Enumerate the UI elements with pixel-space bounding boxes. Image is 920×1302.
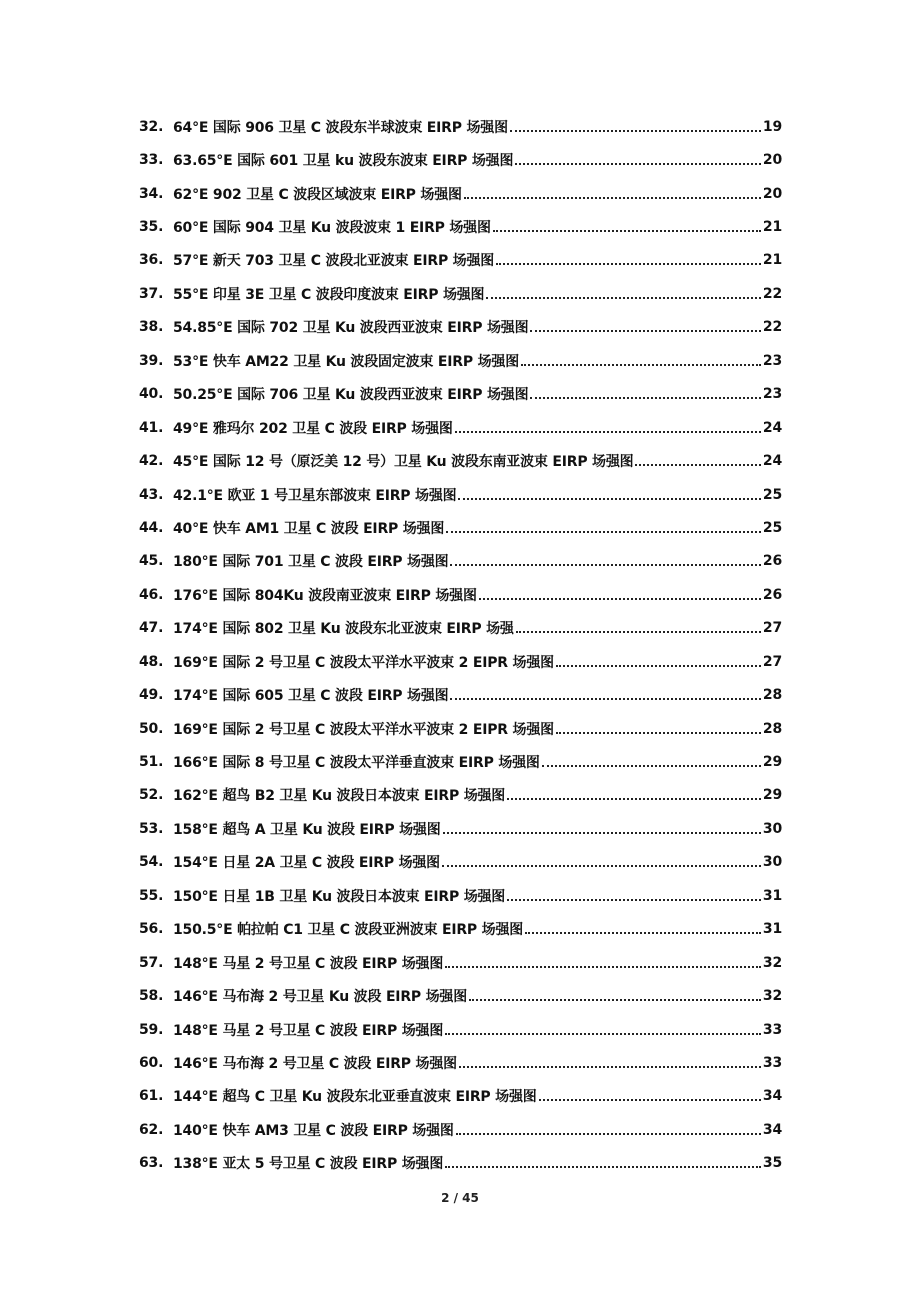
toc-entry-page-number: 32 xyxy=(762,988,782,1005)
toc-entry-page-number: 21 xyxy=(762,252,782,269)
toc-entry-page-number: 29 xyxy=(762,787,782,804)
toc-entry[interactable] xyxy=(139,645,782,678)
toc-dot-leader xyxy=(507,798,761,800)
toc-entry[interactable] xyxy=(139,411,782,444)
toc-entry-number: 55. xyxy=(139,887,164,904)
toc-entry-title: 40°E 快车 AM1 卫星 C 波段 EIRP 场强图 xyxy=(173,520,445,537)
toc-entry[interactable] xyxy=(139,1080,782,1113)
toc-entry-number: 37. xyxy=(139,285,164,302)
toc-entry-title: 64°E 国际 906 卫星 C 波段东半球波束 EIRP 场强图 xyxy=(173,119,508,136)
toc-entry-page-number: 24 xyxy=(762,453,782,470)
toc-dot-leader xyxy=(516,631,761,633)
toc-entry-number: 47. xyxy=(139,620,164,637)
toc-entry-page-number: 25 xyxy=(762,519,782,536)
toc-entry-page-number: 32 xyxy=(762,954,782,971)
toc-entry-title: 140°E 快车 AM3 卫星 C 波段 EIRP 场强图 xyxy=(173,1122,454,1139)
toc-entry-number: 45. xyxy=(139,553,164,570)
toc-entry[interactable] xyxy=(139,511,782,544)
toc-entry[interactable] xyxy=(139,712,782,745)
toc-entry[interactable] xyxy=(139,344,782,377)
toc-dot-leader xyxy=(442,865,761,867)
toc-dot-leader xyxy=(635,464,760,466)
toc-entry-number: 53. xyxy=(139,820,164,837)
toc-dot-leader xyxy=(459,1066,761,1068)
toc-dot-leader xyxy=(525,932,761,934)
toc-entry-title: 146°E 马布海 2 号卫星 Ku 波段 EIRP 场强图 xyxy=(173,989,468,1006)
toc-entry-page-number: 31 xyxy=(762,887,782,904)
toc-entry[interactable] xyxy=(139,779,782,812)
toc-entry-title: 148°E 马星 2 号卫星 C 波段 EIRP 场强图 xyxy=(173,1022,444,1039)
toc-entry-number: 34. xyxy=(139,185,164,202)
toc-dot-leader xyxy=(496,263,761,265)
toc-entry-page-number: 30 xyxy=(762,854,782,871)
toc-entry[interactable] xyxy=(139,678,782,711)
page-number-footer: 2 / 45 xyxy=(441,1191,479,1205)
toc-dot-leader xyxy=(521,364,761,366)
toc-dot-leader xyxy=(556,665,761,667)
toc-entry[interactable] xyxy=(139,812,782,845)
toc-entry[interactable] xyxy=(139,1046,782,1079)
toc-entry-number: 43. xyxy=(139,486,164,503)
toc-entry-page-number: 20 xyxy=(762,185,782,202)
toc-entry-title: 162°E 超鸟 B2 卫星 Ku 波段日本波束 EIRP 场强图 xyxy=(173,788,506,805)
toc-entry-page-number: 28 xyxy=(762,720,782,737)
toc-entry-title: 138°E 亚太 5 号卫星 C 波段 EIRP 场强图 xyxy=(173,1156,444,1173)
toc-entry-number: 60. xyxy=(139,1054,164,1071)
toc-entry[interactable] xyxy=(139,378,782,411)
toc-entry-page-number: 30 xyxy=(762,820,782,837)
toc-entry-title: 60°E 国际 904 卫星 Ku 波段波束 1 EIRP 场强图 xyxy=(173,220,491,237)
toc-entry[interactable] xyxy=(139,1113,782,1146)
toc-entry-page-number: 19 xyxy=(762,118,782,135)
toc-entry-number: 41. xyxy=(139,419,164,436)
toc-dot-leader xyxy=(464,197,761,199)
toc-entry-title: 148°E 马星 2 号卫星 C 波段 EIRP 场强图 xyxy=(173,955,444,972)
toc-entry-title: 169°E 国际 2 号卫星 C 波段太平洋水平波束 2 EIPR 场强图 xyxy=(173,721,554,738)
toc-entry-title: 158°E 超鸟 A 卫星 Ku 波段 EIRP 场强图 xyxy=(173,821,441,838)
toc-entry-number: 56. xyxy=(139,921,164,938)
toc-entry-title: 49°E 雅玛尔 202 卫星 C 波段 EIRP 场强图 xyxy=(173,420,453,437)
toc-dot-leader xyxy=(446,531,761,533)
toc-entry-page-number: 21 xyxy=(762,219,782,236)
toc-entry-number: 35. xyxy=(139,219,164,236)
toc-entry-page-number: 35 xyxy=(762,1155,782,1172)
toc-entry[interactable] xyxy=(139,913,782,946)
toc-entry-title: 50.25°E 国际 706 卫星 Ku 波段西亚波束 EIRP 场强图 xyxy=(173,387,529,404)
toc-entry-title: 55°E 印星 3E 卫星 C 波段印度波束 EIRP 场强图 xyxy=(173,286,485,303)
toc-entry-number: 46. xyxy=(139,586,164,603)
toc-entry-title: 154°E 日星 2A 卫星 C 波段 EIRP 场强图 xyxy=(173,855,440,872)
toc-entry-number: 40. xyxy=(139,386,164,403)
toc-entry-page-number: 26 xyxy=(762,553,782,570)
toc-entry-title: 169°E 国际 2 号卫星 C 波段太平洋水平波束 2 EIPR 场强图 xyxy=(173,654,554,671)
toc-entry-page-number: 34 xyxy=(762,1088,782,1105)
toc-dot-leader xyxy=(530,330,761,332)
toc-dot-leader xyxy=(493,230,761,232)
toc-entry-page-number: 27 xyxy=(762,653,782,670)
toc-entry-page-number: 34 xyxy=(762,1121,782,1138)
toc-entry[interactable] xyxy=(139,1013,782,1046)
toc-entry-page-number: 25 xyxy=(762,486,782,503)
toc-entry[interactable] xyxy=(139,478,782,511)
toc-entry-title: 174°E 国际 802 卫星 Ku 波段东北亚波束 EIRP 场强 xyxy=(173,621,514,638)
toc-dot-leader xyxy=(456,1133,761,1135)
toc-entry-number: 38. xyxy=(139,319,164,336)
toc-entry-number: 36. xyxy=(139,252,164,269)
toc-dot-leader xyxy=(450,698,760,700)
toc-dot-leader xyxy=(486,297,761,299)
toc-dot-leader xyxy=(479,598,761,600)
toc-entry[interactable] xyxy=(139,244,782,277)
toc-entry[interactable] xyxy=(139,210,782,243)
toc-entry-title: 146°E 马布海 2 号卫星 C 波段 EIRP 场强图 xyxy=(173,1055,457,1072)
toc-dot-leader xyxy=(539,1099,761,1101)
toc-entry-title: 176°E 国际 804Ku 波段南亚波束 EIRP 场强图 xyxy=(173,587,477,604)
toc-entry-number: 48. xyxy=(139,653,164,670)
toc-entry[interactable] xyxy=(139,277,782,310)
toc-entry-page-number: 20 xyxy=(762,152,782,169)
toc-dot-leader xyxy=(469,999,761,1001)
toc-entry-title: 53°E 快车 AM22 卫星 Ku 波段固定波束 EIRP 场强图 xyxy=(173,353,519,370)
toc-entry-number: 52. xyxy=(139,787,164,804)
toc-entry-title: 62°E 902 卫星 C 波段区域波束 EIRP 场强图 xyxy=(173,186,462,203)
toc-dot-leader xyxy=(445,966,761,968)
toc-dot-leader xyxy=(510,130,761,132)
toc-entry-number: 51. xyxy=(139,754,164,771)
toc-entry-page-number: 22 xyxy=(762,285,782,302)
toc-entry-page-number: 28 xyxy=(762,687,782,704)
toc-entry[interactable] xyxy=(139,143,782,176)
toc-entry-page-number: 23 xyxy=(762,352,782,369)
toc-entry-number: 54. xyxy=(139,854,164,871)
toc-entry[interactable] xyxy=(139,1147,782,1180)
toc-entry-number: 49. xyxy=(139,687,164,704)
toc-entry-number: 50. xyxy=(139,720,164,737)
toc-entry[interactable] xyxy=(139,311,782,344)
toc-entry-title: 57°E 新天 703 卫星 C 波段北亚波束 EIRP 场强图 xyxy=(173,253,495,270)
toc-entry[interactable] xyxy=(139,879,782,912)
toc-entry-number: 63. xyxy=(139,1155,164,1172)
toc-dot-leader xyxy=(450,564,760,566)
toc-entry-number: 33. xyxy=(139,152,164,169)
toc-entry-page-number: 24 xyxy=(762,419,782,436)
toc-dot-leader xyxy=(556,732,761,734)
toc-entry-number: 32. xyxy=(139,118,164,135)
toc-entry-title: 150.5°E 帕拉帕 C1 卫星 C 波段亚洲波束 EIRP 场强图 xyxy=(173,922,524,939)
toc-entry-number: 57. xyxy=(139,954,164,971)
toc-dot-leader xyxy=(443,832,761,834)
toc-entry-page-number: 22 xyxy=(762,319,782,336)
toc-dot-leader xyxy=(530,397,761,399)
toc-entry-page-number: 29 xyxy=(762,754,782,771)
toc-entry-title: 45°E 国际 12 号（原泛美 12 号）卫星 Ku 波段东南亚波束 EIRP 场强图 xyxy=(173,454,634,471)
toc-entry-title: 42.1°E 欧亚 1 号卫星东部波束 EIRP 场强图 xyxy=(173,487,457,504)
toc-entry-number: 42. xyxy=(139,453,164,470)
toc-entry[interactable] xyxy=(139,444,782,477)
toc-entry[interactable] xyxy=(139,110,782,143)
toc-entry-title: 144°E 超鸟 C 卫星 Ku 波段东北亚垂直波束 EIRP 场强图 xyxy=(173,1089,537,1106)
toc-entry-page-number: 33 xyxy=(762,1054,782,1071)
toc-entry[interactable] xyxy=(139,745,782,778)
toc-entry-number: 58. xyxy=(139,988,164,1005)
toc-dot-leader xyxy=(445,1033,761,1035)
toc-entry-page-number: 33 xyxy=(762,1021,782,1038)
toc-entry-number: 39. xyxy=(139,352,164,369)
toc-entry-title: 54.85°E 国际 702 卫星 Ku 波段西亚波束 EIRP 场强图 xyxy=(173,320,529,337)
toc-entry-number: 59. xyxy=(139,1021,164,1038)
toc-entry-title: 166°E 国际 8 号卫星 C 波段太平洋垂直波束 EIRP 场强图 xyxy=(173,755,540,772)
toc-entry-number: 44. xyxy=(139,519,164,536)
toc-entry-page-number: 31 xyxy=(762,921,782,938)
toc-entry-number: 62. xyxy=(139,1121,164,1138)
toc-dot-leader xyxy=(458,498,760,500)
table-of-contents xyxy=(139,110,782,1180)
toc-entry-page-number: 26 xyxy=(762,586,782,603)
toc-dot-leader xyxy=(542,765,761,767)
toc-entry-title: 180°E 国际 701 卫星 C 波段 EIRP 场强图 xyxy=(173,554,449,571)
toc-entry-page-number: 23 xyxy=(762,386,782,403)
toc-dot-leader xyxy=(455,431,761,433)
toc-dot-leader xyxy=(515,163,761,165)
toc-entry-number: 61. xyxy=(139,1088,164,1105)
toc-dot-leader xyxy=(507,899,761,901)
toc-entry[interactable] xyxy=(139,545,782,578)
toc-entry[interactable] xyxy=(139,578,782,611)
toc-entry-title: 63.65°E 国际 601 卫星 ku 波段东波束 EIRP 场强图 xyxy=(173,153,514,170)
toc-entry-title: 150°E 日星 1B 卫星 Ku 波段日本波束 EIRP 场强图 xyxy=(173,888,506,905)
toc-entry[interactable] xyxy=(139,612,782,645)
toc-dot-leader xyxy=(445,1166,761,1168)
toc-entry[interactable] xyxy=(139,946,782,979)
toc-entry[interactable] xyxy=(139,979,782,1012)
toc-entry[interactable] xyxy=(139,846,782,879)
toc-entry-title: 174°E 国际 605 卫星 C 波段 EIRP 场强图 xyxy=(173,688,449,705)
toc-entry[interactable] xyxy=(139,177,782,210)
toc-entry-page-number: 27 xyxy=(762,620,782,637)
